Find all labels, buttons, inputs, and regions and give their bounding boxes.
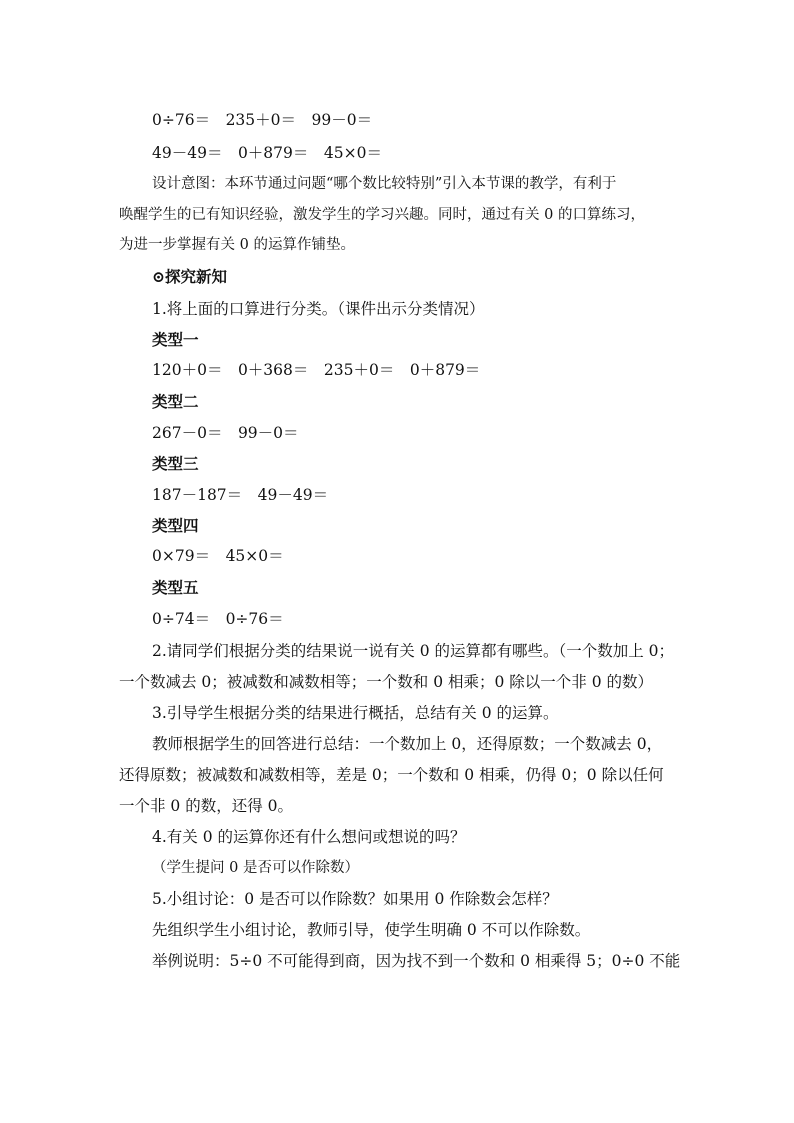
discussion-line: 先组织学生小组讨论，教师引导，使学生明确 0 不可以作除数。 bbox=[152, 921, 591, 939]
type-5-items: 0÷74＝ 0÷76＝ bbox=[152, 610, 284, 628]
step-3: 3.引导学生根据分类的结果进行概括，总结有关 0 的运算。 bbox=[152, 704, 559, 722]
step-1: 1.将上面的口算进行分类。（课件出示分类情况） bbox=[152, 300, 485, 318]
summary-line-3: 一个非 0 的数，还得 0。 bbox=[119, 797, 294, 815]
step-2-line-2: 一个数减去 0；被减数和减数相等；一个数和 0 相乘；0 除以一个非 0 的数） bbox=[119, 673, 654, 691]
summary-line-2: 还得原数；被减数和减数相等，差是 0；一个数和 0 相乘，仍得 0；0 除以任何 bbox=[119, 766, 664, 784]
design-intent-line-3: 为进一步掌握有关 0 的运算作铺垫。 bbox=[119, 237, 355, 253]
step-4: 4.有关 0 的运算你还有什么想问或想说的吗？ bbox=[152, 828, 466, 846]
exercise-line-2: 49－49＝ 0＋879＝ 45×0＝ bbox=[152, 144, 382, 162]
section-heading: ⊙探究新知 bbox=[152, 267, 227, 286]
type-4-items: 0×79＝ 45×0＝ bbox=[152, 547, 284, 565]
type-2-items: 267－0＝ 99－0＝ bbox=[152, 424, 299, 442]
type-5-label: 类型五 bbox=[152, 578, 199, 597]
step-2-line-1: 2.请同学们根据分类的结果说一说有关 0 的运算都有哪些。（一个数加上 0； bbox=[152, 642, 675, 660]
type-4-label: 类型四 bbox=[152, 516, 199, 535]
type-3-label: 类型三 bbox=[152, 454, 199, 473]
type-1-label: 类型一 bbox=[152, 330, 199, 349]
student-question-note: （学生提问 0 是否可以作除数） bbox=[152, 860, 359, 876]
design-intent-line-2: 唤醒学生的已有知识经验，激发学生的学习兴趣。同时，通过有关 0 的口算练习， bbox=[119, 207, 645, 223]
type-2-label: 类型二 bbox=[152, 392, 199, 411]
example-line: 举例说明：5÷0 不可能得到商，因为找不到一个数和 0 相乘得 5；0÷0 不能 bbox=[152, 952, 681, 970]
step-5: 5.小组讨论：0 是否可以作除数？如果用 0 作除数会怎样？ bbox=[152, 890, 558, 908]
exercise-line-1: 0÷76＝ 235＋0＝ 99－0＝ bbox=[152, 111, 373, 129]
design-intent-line-1: 设计意图：本环节通过问题“哪个数比较特别”引入本节课的教学，有利于 bbox=[152, 176, 617, 192]
summary-line-1: 教师根据学生的回答进行总结：一个数加上 0，还得原数；一个数减去 0， bbox=[152, 735, 663, 753]
type-1-items: 120＋0＝ 0＋368＝ 235＋0＝ 0＋879＝ bbox=[152, 361, 481, 379]
type-3-items: 187－187＝ 49－49＝ bbox=[152, 486, 329, 504]
